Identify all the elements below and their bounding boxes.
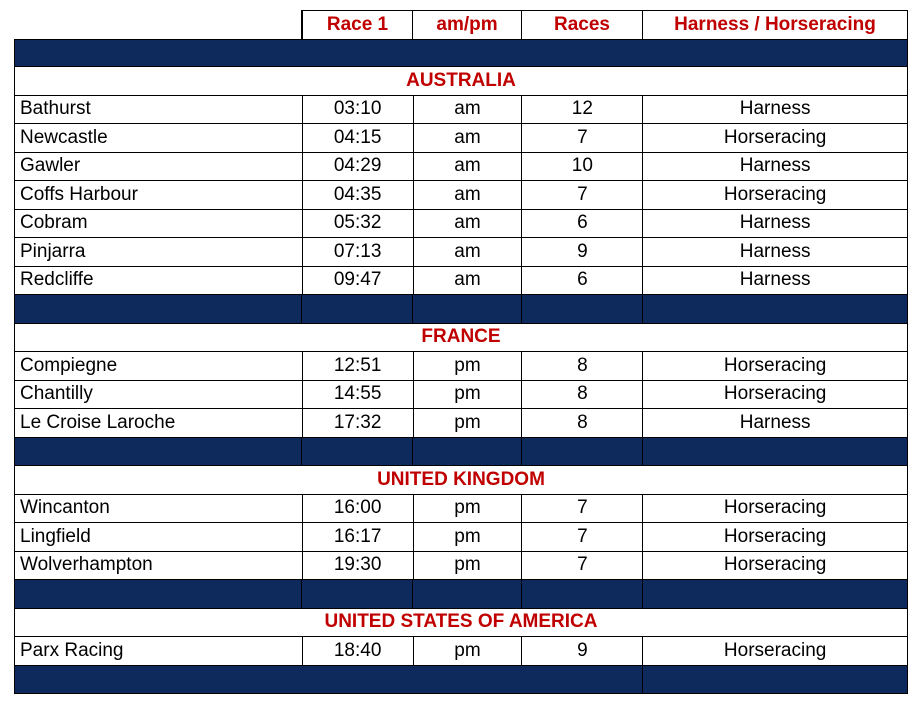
ampm-cell: am — [414, 181, 523, 209]
separator-band — [14, 39, 908, 68]
band-cell — [15, 295, 302, 323]
race1-time-cell: 04:35 — [303, 181, 414, 209]
races-count-cell: 7 — [522, 181, 643, 209]
races-count-cell: 12 — [522, 96, 643, 124]
table-row — [14, 523, 908, 552]
country-title: AUSTRALIA — [406, 69, 516, 91]
venue-cell: Lingfield — [15, 523, 303, 551]
band-cell — [15, 40, 907, 67]
venue-cell: Wincanton — [15, 495, 303, 523]
ampm-cell: pm — [414, 523, 523, 551]
country-row — [14, 67, 908, 96]
race1-time-cell: 04:15 — [303, 124, 414, 152]
race-type-cell: Horseracing — [643, 381, 908, 409]
ampm-cell: pm — [414, 381, 523, 409]
race-type-cell: Harness — [643, 409, 908, 437]
band-cell — [643, 580, 907, 608]
races-count-cell: 8 — [522, 352, 643, 380]
band-cell — [413, 438, 522, 466]
table-row — [14, 96, 908, 125]
band-cell — [413, 295, 522, 323]
races-count-cell: 9 — [522, 637, 643, 665]
ampm-cell: am — [414, 210, 523, 238]
country-title: UNITED KINGDOM — [377, 468, 545, 490]
races-count-cell: 7 — [522, 523, 643, 551]
table-row — [14, 181, 908, 210]
table-row — [14, 238, 908, 267]
races-count-cell: 10 — [522, 153, 643, 181]
race-schedule-table — [14, 10, 908, 694]
country-row — [14, 466, 908, 495]
races-count-cell: 7 — [522, 552, 643, 580]
race1-time-cell: 19:30 — [303, 552, 414, 580]
band-cell — [522, 438, 643, 466]
race1-time-cell: 09:47 — [303, 267, 414, 295]
race-type-cell: Horseracing — [643, 352, 908, 380]
ampm-cell: pm — [414, 409, 523, 437]
venue-cell: Le Croise Laroche — [15, 409, 303, 437]
race1-time-cell: 07:13 — [303, 238, 414, 266]
ampm-cell: pm — [414, 552, 523, 580]
ampm-cell: am — [414, 96, 523, 124]
country-title: FRANCE — [421, 326, 501, 348]
table-row — [14, 637, 908, 666]
race1-time-cell: 05:32 — [303, 210, 414, 238]
table-row — [14, 124, 908, 153]
ampm-cell: pm — [414, 352, 523, 380]
ampm-cell: am — [414, 153, 523, 181]
venue-cell: Compiegne — [15, 352, 303, 380]
table-row — [14, 495, 908, 524]
races-count-cell: 6 — [522, 267, 643, 295]
country-row — [14, 324, 908, 353]
header-races: Races — [522, 10, 643, 39]
venue-cell: Wolverhampton — [15, 552, 303, 580]
band-cell — [522, 580, 643, 608]
header-row — [14, 10, 908, 39]
ampm-cell: pm — [414, 637, 523, 665]
country-row — [14, 609, 908, 638]
venue-cell: Cobram — [15, 210, 303, 238]
race-type-cell: Horseracing — [643, 124, 908, 152]
venue-cell: Chantilly — [15, 381, 303, 409]
band-cell — [15, 438, 302, 466]
table-row — [14, 381, 908, 410]
band-cell — [522, 295, 643, 323]
race-type-cell: Harness — [643, 153, 908, 181]
header-race1: Race 1 — [302, 10, 413, 39]
race-type-cell: Harness — [643, 238, 908, 266]
venue-cell: Gawler — [15, 153, 303, 181]
race-type-cell: Horseracing — [643, 637, 908, 665]
table-body — [14, 39, 908, 695]
separator-band — [14, 438, 908, 467]
race1-time-cell: 14:55 — [303, 381, 414, 409]
races-count-cell: 7 — [522, 124, 643, 152]
separator-band — [14, 580, 908, 609]
race-type-cell: Horseracing — [643, 523, 908, 551]
venue-cell: Bathurst — [15, 96, 303, 124]
race-type-cell: Horseracing — [643, 495, 908, 523]
venue-cell: Pinjarra — [15, 238, 303, 266]
band-cell — [15, 666, 643, 694]
ampm-cell: am — [414, 267, 523, 295]
venue-cell: Coffs Harbour — [15, 181, 303, 209]
ampm-cell: am — [414, 238, 523, 266]
venue-cell: Newcastle — [15, 124, 303, 152]
ampm-cell: pm — [414, 495, 523, 523]
table-row — [14, 409, 908, 438]
race1-time-cell: 12:51 — [303, 352, 414, 380]
race1-time-cell: 17:32 — [303, 409, 414, 437]
table-row — [14, 210, 908, 239]
table-row — [14, 267, 908, 296]
header-ampm: am/pm — [413, 10, 522, 39]
race-type-cell: Harness — [643, 210, 908, 238]
races-count-cell: 7 — [522, 495, 643, 523]
race-type-cell: Horseracing — [643, 552, 908, 580]
header-venue-cell — [14, 10, 302, 39]
races-count-cell: 9 — [522, 238, 643, 266]
separator-band — [14, 666, 908, 695]
venue-cell: Parx Racing — [15, 637, 303, 665]
band-cell — [302, 438, 413, 466]
table-row — [14, 352, 908, 381]
band-cell — [15, 580, 302, 608]
band-cell — [413, 580, 522, 608]
race1-time-cell: 16:17 — [303, 523, 414, 551]
race-type-cell: Harness — [643, 96, 908, 124]
header-type: Harness / Horseracing — [643, 10, 908, 39]
band-cell — [643, 438, 907, 466]
band-cell — [643, 666, 907, 694]
table-row — [14, 153, 908, 182]
race1-time-cell: 18:40 — [303, 637, 414, 665]
separator-band — [14, 295, 908, 324]
table-row — [14, 552, 908, 581]
races-count-cell: 6 — [522, 210, 643, 238]
races-count-cell: 8 — [522, 409, 643, 437]
band-cell — [302, 295, 413, 323]
country-title: UNITED STATES OF AMERICA — [324, 611, 598, 633]
race1-time-cell: 04:29 — [303, 153, 414, 181]
venue-cell: Redcliffe — [15, 267, 303, 295]
races-count-cell: 8 — [522, 381, 643, 409]
band-cell — [643, 295, 907, 323]
band-cell — [302, 580, 413, 608]
race1-time-cell: 16:00 — [303, 495, 414, 523]
race-type-cell: Harness — [643, 267, 908, 295]
race-type-cell: Horseracing — [643, 181, 908, 209]
ampm-cell: am — [414, 124, 523, 152]
race1-time-cell: 03:10 — [303, 96, 414, 124]
